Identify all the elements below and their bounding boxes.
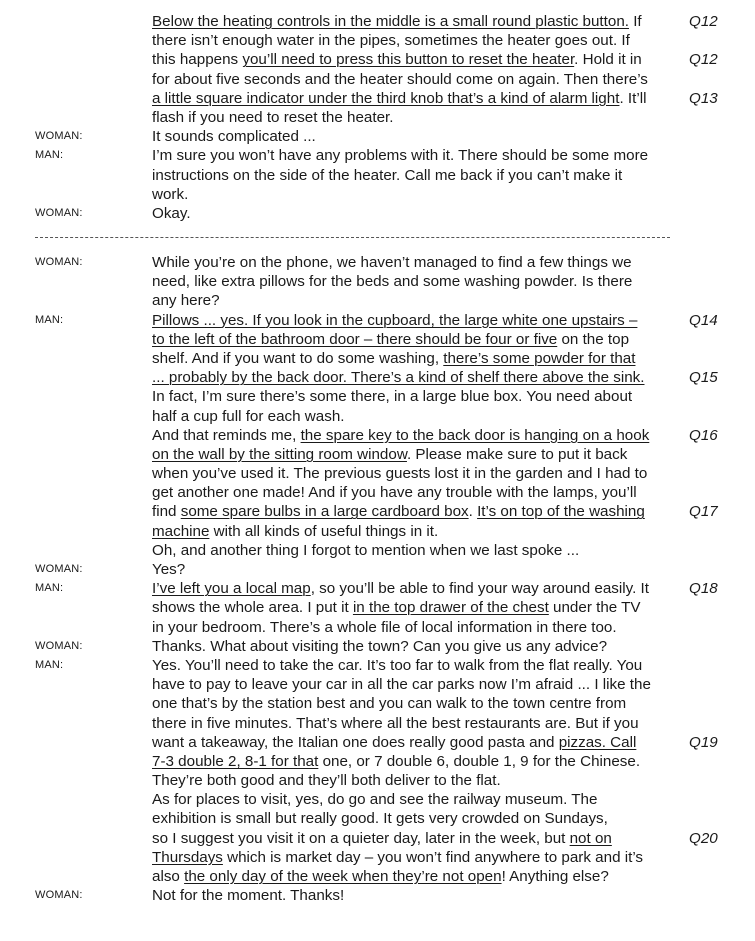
- transcript-line: [0, 579, 755, 598]
- transcript-section-heater: [0, 12, 755, 223]
- answer-underlined-text: in the top drawer of the chest: [352, 599, 549, 617]
- question-marker: Q13: [689, 89, 718, 107]
- question-marker: Q12: [689, 51, 718, 69]
- answer-underlined-text: Thursdays: [152, 848, 223, 866]
- text-segment: , so you’ll be able to find your way around easily. It: [310, 580, 649, 598]
- text-segment: one that’s by the station best and you can walk to the town centre from: [152, 695, 627, 713]
- transcript-line: [0, 637, 755, 656]
- dialogue-text: [152, 272, 632, 291]
- text-segment: I’m sure you won’t have any problems with it. There should be some more: [152, 147, 649, 165]
- speaker-label: WOMAN:: [35, 130, 83, 143]
- speaker-label: MAN:: [35, 313, 64, 326]
- answer-underlined-text: machine: [152, 522, 210, 540]
- transcript-line: [0, 349, 755, 368]
- question-marker: Q18: [689, 580, 718, 598]
- dialogue-text: [152, 714, 639, 733]
- text-segment: for about five seconds and the heater should come on again. Then there’s: [152, 70, 648, 88]
- answer-underlined-text: some spare bulbs in a large cardboard box: [180, 503, 469, 521]
- dialogue-text: [152, 579, 649, 598]
- text-segment: have to pay to leave your car in all the car parks now I’m afraid ... I like the: [152, 676, 651, 694]
- text-segment: when you’ve used it. The previous guests lost it in the garden and I had to: [152, 465, 648, 483]
- transcript-line: [0, 387, 755, 406]
- speaker-label: MAN:: [35, 582, 64, 595]
- dialogue-text: [152, 675, 651, 694]
- dialogue-text: [152, 694, 626, 713]
- dialogue-text: [152, 108, 393, 127]
- dialogue-text: [152, 771, 501, 790]
- transcript-line: [0, 50, 755, 69]
- transcript-line: [0, 291, 755, 310]
- text-segment: While you’re on the phone, we haven’t managed to find a few things we: [152, 254, 632, 271]
- dialogue-text: [152, 445, 627, 464]
- transcript-line: [0, 598, 755, 617]
- dialogue-text: [152, 368, 645, 387]
- answer-underlined-text: It’s on top of the washing: [477, 503, 645, 521]
- transcript-line: [0, 146, 755, 165]
- answer-underlined-text: a little square indicator under the third knob that’s a kind of alarm light: [152, 89, 620, 107]
- text-segment: there isn’t enough water in the pipes, sometimes the heater goes out. If: [152, 32, 630, 50]
- dialogue-text: [152, 790, 597, 809]
- dialogue-text: [152, 560, 185, 579]
- text-segment: this happens: [152, 51, 243, 69]
- dialogue-text: [152, 809, 608, 828]
- dialogue-text: [152, 166, 622, 185]
- question-marker: Q15: [689, 369, 718, 387]
- transcript-line: [0, 829, 755, 848]
- dialogue-text: [152, 541, 579, 560]
- transcript-line: [0, 560, 755, 579]
- question-marker: Q20: [689, 829, 718, 847]
- dialogue-text: [152, 618, 617, 637]
- transcript-line: [0, 464, 755, 483]
- text-segment: under the TV: [548, 599, 641, 617]
- transcript-line: [0, 89, 755, 108]
- dialogue-text: [152, 426, 649, 445]
- answer-underlined-text: the only day of the week when they’re not open: [184, 868, 502, 885]
- answer-underlined-text: I’ve left you a local map: [152, 580, 311, 598]
- speaker-label: WOMAN:: [35, 256, 83, 268]
- speaker-label: WOMAN:: [35, 889, 83, 902]
- text-segment: ! Anything else?: [501, 868, 609, 885]
- dialogue-text: [152, 330, 629, 349]
- text-segment: If: [628, 13, 642, 30]
- answer-underlined-text: ... probably by the back door. There’s a kind of shelf there above the sink.: [152, 369, 645, 387]
- text-segment: It sounds complicated ...: [152, 128, 316, 146]
- text-segment: so I suggest you visit it on a quieter day, later in the week, but: [152, 829, 570, 847]
- dialogue-text: [152, 204, 191, 223]
- question-marker: Q12: [689, 13, 718, 30]
- dialogue-text: [152, 291, 220, 310]
- transcript-line: [0, 522, 755, 541]
- text-segment: In fact, I’m sure there’s some there, in a large blue box. You need about: [152, 388, 633, 406]
- text-segment: find: [152, 503, 181, 521]
- text-segment: Yes?: [152, 561, 186, 578]
- transcript-line: [0, 127, 755, 146]
- dialogue-text: [152, 387, 632, 406]
- dialogue-text: [152, 185, 188, 204]
- dialogue-text: [152, 502, 645, 521]
- answer-underlined-text: Below the heating controls in the middle is a small round plastic button.: [152, 13, 629, 30]
- dialogue-text: [152, 483, 637, 502]
- speaker-label: MAN:: [35, 149, 64, 162]
- dialogue-text: [152, 464, 647, 483]
- answer-underlined-text: Pillows ... yes. If you look in the cupboard, the large white one upstairs –: [152, 311, 638, 329]
- dialogue-text: [152, 886, 344, 905]
- transcript-line: [0, 31, 755, 50]
- text-segment: Not for the moment. Thanks!: [152, 887, 345, 905]
- answer-underlined-text: you’ll need to press this button to reset the heater: [242, 51, 575, 69]
- dialogue-text: [152, 146, 648, 165]
- transcript-line: [0, 675, 755, 694]
- text-segment: there in five minutes. That’s where all the best restaurants are. But if you: [152, 714, 639, 732]
- speaker-label: MAN:: [35, 658, 64, 671]
- transcript-line: [0, 426, 755, 445]
- dialogue-text: [152, 656, 642, 675]
- transcript-line: [0, 330, 755, 349]
- dialogue-text: [152, 50, 642, 69]
- text-segment: get another one made! And if you have any trouble with the lamps, you’ll: [152, 484, 637, 502]
- transcript-line: [0, 483, 755, 502]
- question-marker: Q14: [689, 311, 718, 329]
- dialogue-text: [152, 848, 643, 867]
- dialogue-text: [152, 70, 648, 89]
- answer-underlined-text: pizzas. Call: [558, 733, 637, 751]
- dialogue-text: [152, 829, 612, 848]
- speaker-label: WOMAN:: [35, 639, 83, 652]
- dialogue-text: [152, 637, 607, 656]
- transcript-line: [0, 204, 755, 223]
- dialogue-text: [152, 31, 630, 50]
- text-segment: Thanks. What about visiting the town? Can you give us any advice?: [152, 637, 608, 655]
- transcript-line: [0, 445, 755, 464]
- transcript-line: [0, 886, 755, 905]
- text-segment: in your bedroom. There’s a whole file of local information in there too.: [152, 618, 617, 636]
- text-segment: Okay.: [152, 204, 191, 222]
- answer-underlined-text: on the wall by the sitting room window: [152, 445, 407, 463]
- transcript-line: [0, 70, 755, 89]
- transcript-line: [0, 790, 755, 809]
- text-segment: Yes. You’ll need to take the car. It’s too far to walk from the flat really. You: [152, 656, 643, 674]
- dialogue-text: [152, 733, 636, 752]
- transcript-line: [0, 809, 755, 828]
- text-segment: They’re both good and they’ll both deliver to the flat.: [152, 772, 501, 790]
- transcript-line: [0, 185, 755, 204]
- text-segment: also: [152, 868, 185, 885]
- answer-underlined-text: there’s some powder for that: [443, 349, 636, 367]
- transcript-line: [0, 272, 755, 291]
- transcript-line: [0, 368, 755, 387]
- text-segment: with all kinds of useful things in it.: [209, 522, 439, 540]
- text-segment: need, like extra pillows for the beds and some washing powder. Is there: [152, 273, 633, 291]
- transcript-line: [0, 253, 755, 272]
- text-segment: .: [468, 503, 478, 521]
- dialogue-text: [152, 407, 344, 426]
- dialogue-text: [152, 311, 637, 330]
- transcript-line: [0, 694, 755, 713]
- text-segment: . Hold it in: [574, 51, 642, 69]
- question-marker: Q19: [689, 733, 718, 751]
- text-segment: on the top: [557, 330, 630, 348]
- text-segment: work.: [152, 185, 189, 203]
- text-segment: Oh, and another thing I forgot to mention when we last spoke ...: [152, 541, 580, 559]
- text-segment: shows the whole area. I put it: [152, 599, 353, 617]
- dialogue-text: [152, 522, 438, 541]
- transcript-line: [0, 166, 755, 185]
- dialogue-text: [152, 752, 640, 771]
- text-segment: want a takeaway, the Italian one does really good pasta and: [152, 733, 559, 751]
- transcript-line: [0, 656, 755, 675]
- text-segment: one, or 7 double 6, double 1, 9 for the Chinese.: [318, 752, 641, 770]
- answer-underlined-text: not on: [569, 829, 612, 847]
- transcript-line: [0, 108, 755, 127]
- transcript-line: [0, 752, 755, 771]
- transcript-line: [0, 867, 755, 886]
- text-segment: flash if you need to reset the heater.: [152, 108, 394, 126]
- dialogue-text: [152, 12, 642, 31]
- text-segment: And that reminds me,: [152, 426, 301, 444]
- transcript-line: [0, 714, 755, 733]
- transcript-line: [0, 541, 755, 560]
- speaker-label: WOMAN:: [35, 563, 83, 575]
- transcript-line: [0, 848, 755, 867]
- text-segment: any here?: [152, 292, 220, 310]
- dialogue-text: [152, 598, 641, 617]
- transcript-line: [0, 618, 755, 637]
- text-segment: exhibition is small but really good. It gets very crowded on Sundays,: [152, 810, 608, 828]
- answer-underlined-text: to the left of the bathroom door – there should be four or five: [152, 330, 558, 348]
- dialogue-text: [152, 127, 316, 146]
- transcript-line: [0, 311, 755, 330]
- transcript-section-supplies: [0, 253, 755, 905]
- speaker-label: WOMAN:: [35, 206, 83, 219]
- text-segment: instructions on the side of the heater. Call me back if you can’t make it: [152, 166, 623, 184]
- text-segment: . Please make sure to put it back: [406, 445, 628, 463]
- text-segment: As for places to visit, yes, do go and see the railway museum. The: [152, 791, 598, 809]
- dialogue-text: [152, 349, 635, 368]
- answer-underlined-text: 7-3 double 2, 8-1 for that: [152, 752, 319, 770]
- text-segment: shelf. And if you want to do some washing,: [152, 349, 444, 367]
- question-marker: Q16: [689, 426, 718, 444]
- question-marker: Q17: [689, 503, 718, 521]
- transcript-line: [0, 407, 755, 426]
- text-segment: . It’ll: [619, 89, 647, 107]
- section-divider: [35, 237, 670, 238]
- transcript-line: [0, 12, 755, 31]
- dialogue-text: [152, 253, 632, 272]
- transcript-line: [0, 502, 755, 521]
- text-segment: which is market day – you won’t find anywhere to park and it’s: [222, 848, 644, 866]
- transcript-line: [0, 771, 755, 790]
- text-segment: half a cup full for each wash.: [152, 407, 345, 425]
- dialogue-text: [152, 89, 646, 108]
- dialogue-text: [152, 867, 609, 886]
- transcript-line: [0, 733, 755, 752]
- answer-underlined-text: the spare key to the back door is hanging on a hook: [300, 426, 650, 444]
